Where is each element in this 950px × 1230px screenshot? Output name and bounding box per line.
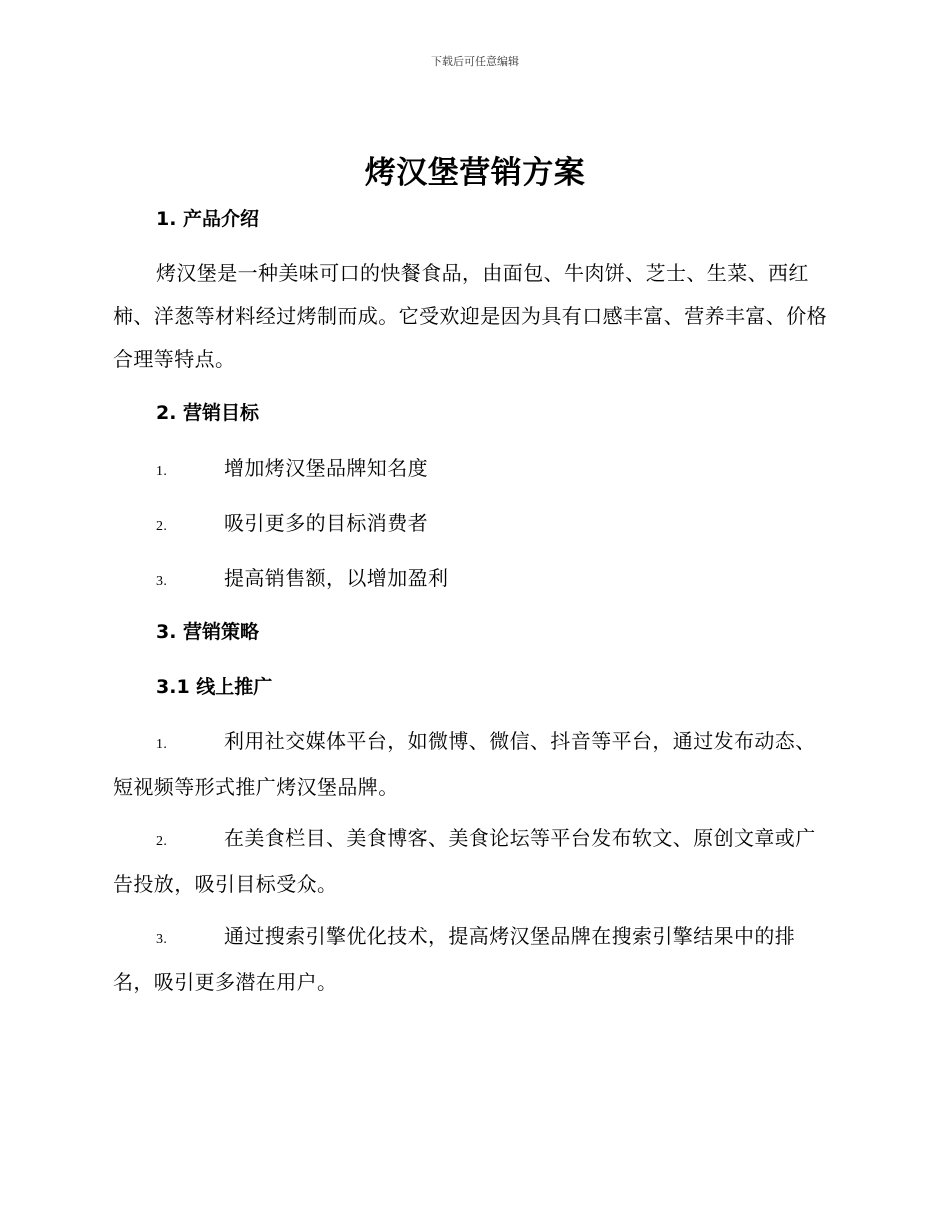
product-intro-paragraph — [113, 252, 835, 381]
product-intro-text: 烤汉堡是一种美味可口的快餐食品，由面包、牛肉饼、芝士、生菜、西红柿、洋葱等材料经过烤制而成。它受欢迎是因为具有口感丰富、营养丰富、价格合理等特点。 — [113, 261, 827, 371]
list-item-text: 通过搜索引擎优化技术，提高烤汉堡品牌在搜索引擎结果中的排名，吸引更多潜在用户。 — [113, 924, 796, 994]
list-item-number: 3. — [156, 574, 168, 589]
section-heading-marketing-goals: 2. 营销目标 — [156, 402, 260, 424]
list-item-number: 2. — [156, 834, 168, 849]
header-note: 下载后可任意编辑 — [431, 55, 519, 68]
list-item-text: 利用社交媒体平台，如微博、微信、抖音等平台，通过发布动态、短视频等形式推广烤汉堡品牌。 — [113, 729, 816, 799]
list-item — [156, 453, 428, 487]
list-item — [156, 563, 448, 597]
section-heading-product-intro: 1. 产品介绍 — [156, 208, 260, 230]
list-item-text: 在美食栏目、美食博客、美食论坛等平台发布软文、原创文章或广告投放，吸引目标受众。 — [113, 826, 816, 896]
list-item-text: 增加烤汉堡品牌知名度 — [224, 456, 428, 480]
strategy-item — [113, 720, 835, 809]
list-item-number: 1. — [156, 464, 168, 479]
document-title: 烤汉堡营销方案 — [364, 155, 586, 191]
list-item-number: 2. — [156, 519, 168, 534]
subsection-heading-online-promotion: 3.1 线上推广 — [156, 676, 273, 698]
section-heading-marketing-strategy: 3. 营销策略 — [156, 621, 260, 643]
list-item-number: 3. — [156, 932, 168, 947]
list-item-text: 吸引更多的目标消费者 — [224, 511, 428, 535]
strategy-item — [113, 817, 835, 906]
list-item — [156, 508, 428, 542]
list-item-number: 1. — [156, 737, 168, 752]
list-item-text: 提高销售额，以增加盈利 — [224, 566, 449, 590]
strategy-item — [113, 915, 835, 1004]
